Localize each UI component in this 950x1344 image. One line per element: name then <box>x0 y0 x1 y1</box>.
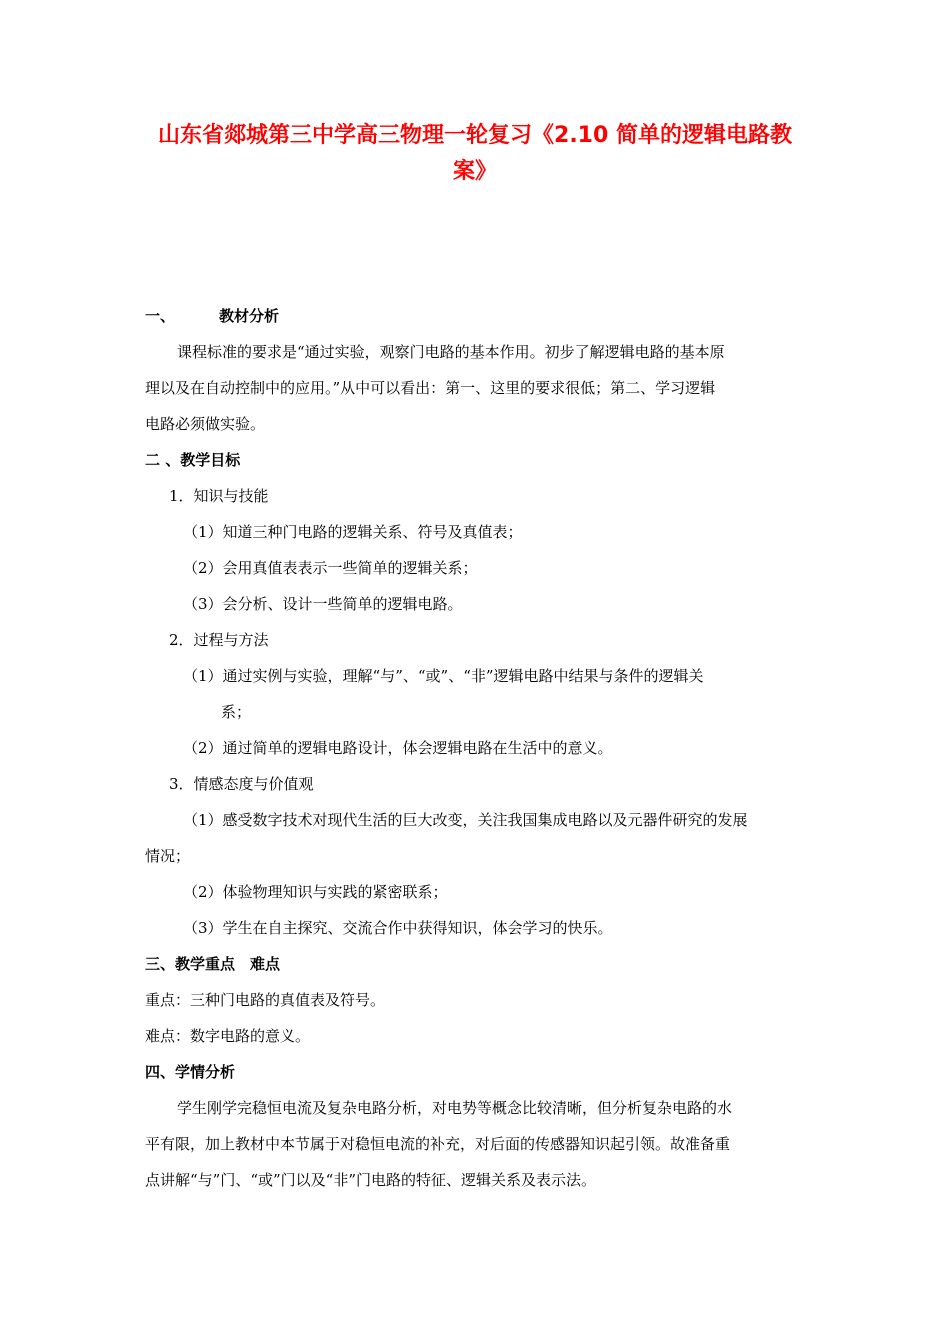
list-item: （3）学生在自主探究、交流合作中获得知识，体会学习的快乐。 <box>183 919 613 937</box>
subheading: 3．情感态度与价值观 <box>169 775 314 793</box>
list-item: （3）会分析、设计一些简单的逻辑电路。 <box>183 595 463 613</box>
paragraph-line: 点讲解“与”门、“或”门以及“非”门电路的特征、逻辑关系及表示法。 <box>145 1171 597 1189</box>
document-title <box>120 118 830 190</box>
difficult-point: 难点：数字电路的意义。 <box>145 1027 311 1045</box>
section-title: 教材分析 <box>219 307 280 325</box>
section-heading-4: 四、学情分析 <box>145 1063 236 1081</box>
list-item: （1）通过实例与实验，理解“与”、“或”、“非”逻辑电路中结果与条件的逻辑关 <box>183 667 704 685</box>
key-point: 重点：三种门电路的真值表及符号。 <box>145 991 386 1009</box>
subheading: 1．知识与技能 <box>169 487 269 505</box>
paragraph-line: 电路必须做实验。 <box>145 415 266 433</box>
subheading: 2．过程与方法 <box>169 631 269 649</box>
list-item: （1）感受数字技术对现代生活的巨大改变，关注我国集成电路以及元器件研究的发展 <box>183 811 748 829</box>
list-item: （2）通过简单的逻辑电路设计，体会逻辑电路在生活中的意义。 <box>183 739 613 757</box>
section-heading-1 <box>145 298 807 334</box>
section-heading-2: 二 、教学目标 <box>145 451 241 469</box>
list-item: （2）体验物理知识与实践的紧密联系； <box>183 883 448 901</box>
list-item-continuation: 情况； <box>145 847 191 865</box>
section-heading-3: 三、教学重点 难点 <box>145 955 281 973</box>
paragraph-line: 学生刚学完稳恒电流及复杂电路分析，对电势等概念比较清晰，但分析复杂电路的水 <box>177 1099 733 1117</box>
list-item-continuation: 系； <box>221 703 252 721</box>
document-body <box>145 298 807 1198</box>
paragraph-line: 课程标准的要求是“通过实验，观察门电路的基本作用。初步了解逻辑电路的基本原 <box>177 343 725 361</box>
paragraph-line: 理以及在自动控制中的应用。”从中可以看出：第一、这里的要求很低；第二、学习逻辑 <box>145 379 716 397</box>
section-number: 一、 <box>145 307 176 325</box>
paragraph-line: 平有限，加上教材中本节属于对稳恒电流的补充，对后面的传感器知识起引领。故准备重 <box>145 1135 731 1153</box>
list-item: （1）知道三种门电路的逻辑关系、符号及真值表； <box>183 523 523 541</box>
list-item: （2）会用真值表表示一些简单的逻辑关系； <box>183 559 478 577</box>
title-line-1: 山东省郯城第三中学高三物理一轮复习《2.10 简单的逻辑电路教 <box>158 123 792 148</box>
title-line-2: 案》 <box>452 159 497 184</box>
